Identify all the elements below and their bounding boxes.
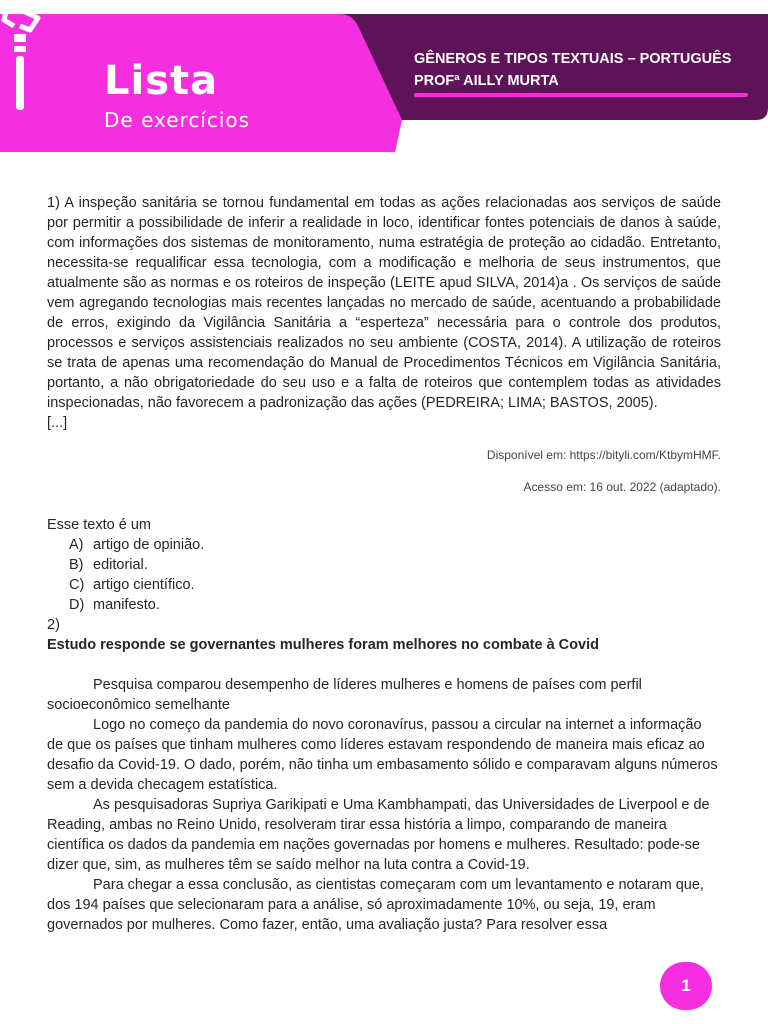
logo-title: Lista [104,58,219,104]
page-header [0,0,768,152]
option-b[interactable] [47,555,721,575]
article-body [47,675,721,935]
article-paragraph: As pesquisadoras Supriya Garikipati e Uma Kambhampati, das Universidades de Liverpool e de Reading, ambas no Reino Unido, resolveram tirar essa história a limpo, comparando de maneira científica os dados da pandemia em nações governadas por homens e mulheres. Resultado: pode-se dizer que, sim, as mulheres têm se saído melhor na luta contra a Covid-19. [47,797,710,873]
logo-key-icon [0,0,44,116]
option-letter: A) [69,537,84,553]
option-text: manifesto. [93,597,160,613]
option-a[interactable] [47,535,721,555]
option-letter: C) [69,577,85,593]
question-1-prompt: Esse texto é um [47,517,151,533]
option-letter: B) [69,557,84,573]
source-citation: Disponível em: https://bityli.com/KtbymHMF. [486,448,721,462]
question-2-headline: Estudo responde se governantes mulheres foram melhores no combate à Covid [47,637,599,653]
teacher-name: PROFª AILLY MURTA [414,73,559,89]
option-text: artigo de opinião. [93,537,205,553]
option-text: artigo científico. [93,577,195,593]
question-1-ellipsis: [...] [47,415,68,431]
page-content [47,193,721,935]
header-accent-bar [414,93,748,97]
option-d[interactable] [47,595,721,615]
option-letter: D) [69,597,85,613]
course-title: GÊNEROS E TIPOS TEXTUAIS – PORTUGUÊS [414,51,732,67]
logo-subtitle: De exercícios [104,108,251,132]
option-text: editorial. [93,557,148,573]
answer-options [47,535,721,615]
question-1-text: 1) A inspeção sanitária se tornou fundamental em todas as ações relacionadas aos serviços de saúde por permitir a possibilidade de inferir a realidade in loco, identificar fontes potenciais de danos à saúde, com informações dos sistemas de monitoramento, numa estratégia de proteção ao cidadão. Entretanto, necessita-se requalificar essa tecnologia, com a modificação e melhoria de seus instrumentos, que atualmente são as normas e os roteiros de inspeção (LEITE apud SILVA, 2014)a . Os serviços de saúde vem agregando tecnologias mais recentes lançadas no mercado de saúde, acentuando a probabilidade de erros, exigindo da Vigilância Sanitária a “esperteza” necessária para o controle dos produtos, processos e serviços assistenciais realizados no seu ambiente (COSTA, 2014). A utilização de roteiros se trata de apenas uma recomendação do Manual de Procedimentos Técnicos em Vigilância Sanitária, portanto, a não obrigatoriedade do seu uso e a falta de roteiros que contemplem todas as atividades inspecionadas, não favorecem a padronização das ações (PEDREIRA; LIMA; BASTOS, 2005). [47,195,721,411]
page-number-badge: 1 [660,962,712,1010]
article-paragraph: Para chegar a essa conclusão, as cientistas começaram com um levantamento e notaram que, dos 194 países que selecionaram para a análise, só aproximadamente 10%, ou seja, 19, eram governados por mulheres. Como fazer, então, uma avaliação justa? Para resolver essa [47,877,704,933]
question-2-number: 2) [47,617,60,633]
article-subtitle: Pesquisa comparou desempenho de líderes mulheres e homens de países com perfil socioeconômico semelhante [47,677,642,713]
access-date: Acesso em: 16 out. 2022 (adaptado). [523,480,721,494]
article-paragraph: Logo no começo da pandemia do novo coronavírus, passou a circular na internet a informação de que os países que tinham mulheres como líderes estavam respondendo de maneira mais eficaz ao desafio da Covid-19. O dado, porém, não tinha um embasamento sólido e comparavam alguns números sem a devida checagem estatística. [47,717,718,793]
option-c[interactable] [47,575,721,595]
